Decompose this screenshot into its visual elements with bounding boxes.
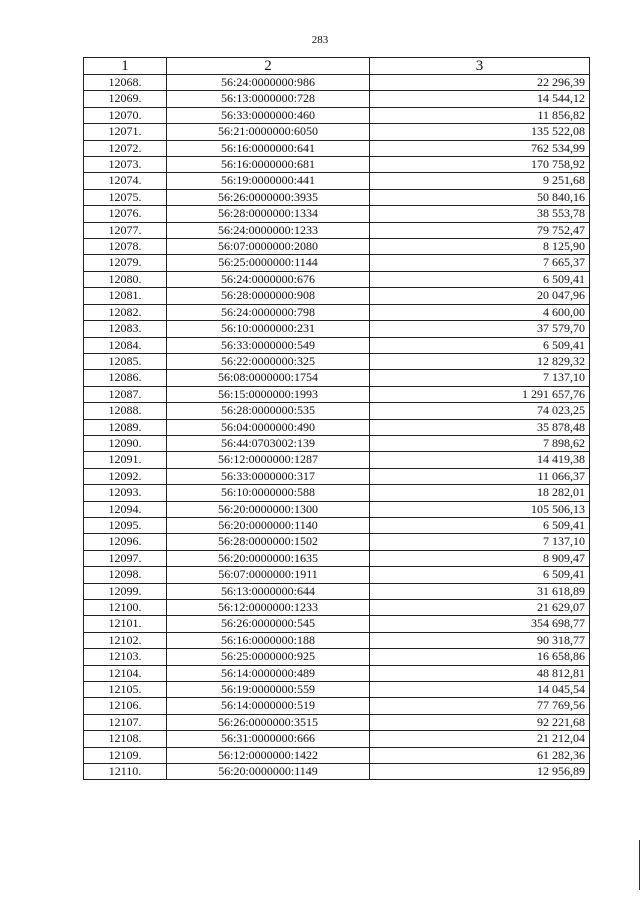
row-number-cell: 12094. <box>84 501 167 517</box>
value-cell: 6 509,41 <box>370 271 590 287</box>
value-cell: 11 066,37 <box>370 468 590 484</box>
cadastral-number-cell: 56:24:0000000:676 <box>167 271 370 287</box>
cadastral-number-cell: 56:25:0000000:925 <box>167 649 370 665</box>
table-row <box>84 321 590 337</box>
value-cell: 7 137,10 <box>370 370 590 386</box>
value-cell: 16 658,86 <box>370 649 590 665</box>
table-row <box>84 632 590 648</box>
table-row <box>84 157 590 173</box>
cadastral-number-cell: 56:07:0000000:2080 <box>167 239 370 255</box>
cadastral-number-cell: 56:24:0000000:798 <box>167 304 370 320</box>
row-number-cell: 12077. <box>84 222 167 238</box>
cadastral-number-cell: 56:16:0000000:681 <box>167 157 370 173</box>
row-number-cell: 12109. <box>84 747 167 763</box>
value-cell: 9 251,68 <box>370 173 590 189</box>
table-row <box>84 75 590 91</box>
table-row <box>84 255 590 271</box>
table-row <box>84 189 590 205</box>
row-number-cell: 12105. <box>84 682 167 698</box>
row-number-cell: 12098. <box>84 567 167 583</box>
cadastral-number-cell: 56:12:0000000:1233 <box>167 600 370 616</box>
cadastral-number-cell: 56:12:0000000:1287 <box>167 452 370 468</box>
cadastral-number-cell: 56:31:0000000:666 <box>167 731 370 747</box>
cadastral-number-cell: 56:26:0000000:545 <box>167 616 370 632</box>
cadastral-number-cell: 56:13:0000000:728 <box>167 91 370 107</box>
table-row <box>84 583 590 599</box>
row-number-cell: 12085. <box>84 353 167 369</box>
column-header-1: 1 <box>84 58 167 75</box>
table-row <box>84 304 590 320</box>
table-row <box>84 91 590 107</box>
value-cell: 74 023,25 <box>370 403 590 419</box>
cadastral-number-cell: 56:19:0000000:559 <box>167 682 370 698</box>
table-row <box>84 173 590 189</box>
value-cell: 38 553,78 <box>370 206 590 222</box>
cadastral-number-cell: 56:28:0000000:535 <box>167 403 370 419</box>
table-row <box>84 764 590 780</box>
cadastral-number-cell: 56:04:0000000:490 <box>167 419 370 435</box>
cadastral-number-cell: 56:20:0000000:1140 <box>167 517 370 533</box>
value-cell: 105 506,13 <box>370 501 590 517</box>
value-cell: 14 419,38 <box>370 452 590 468</box>
row-number-cell: 12075. <box>84 189 167 205</box>
table-row <box>84 501 590 517</box>
cadastral-number-cell: 56:07:0000000:1911 <box>167 567 370 583</box>
row-number-cell: 12103. <box>84 649 167 665</box>
table-row <box>84 649 590 665</box>
table-row <box>84 140 590 156</box>
value-cell: 12 956,89 <box>370 764 590 780</box>
table-row <box>84 550 590 566</box>
value-cell: 14 045,54 <box>370 682 590 698</box>
value-cell: 7 665,37 <box>370 255 590 271</box>
row-number-cell: 12100. <box>84 600 167 616</box>
value-cell: 35 878,48 <box>370 419 590 435</box>
value-cell: 1 291 657,76 <box>370 386 590 402</box>
value-cell: 6 509,41 <box>370 517 590 533</box>
row-number-cell: 12096. <box>84 534 167 550</box>
table-row <box>84 452 590 468</box>
table-row <box>84 403 590 419</box>
row-number-cell: 12089. <box>84 419 167 435</box>
page-number: 283 <box>311 34 329 46</box>
row-number-cell: 12082. <box>84 304 167 320</box>
cadastral-number-cell: 56:28:0000000:908 <box>167 288 370 304</box>
table-row <box>84 370 590 386</box>
table-row <box>84 288 590 304</box>
table-row <box>84 714 590 730</box>
cadastral-number-cell: 56:14:0000000:519 <box>167 698 370 714</box>
value-cell: 14 544,12 <box>370 91 590 107</box>
row-number-cell: 12106. <box>84 698 167 714</box>
cadastral-number-cell: 56:10:0000000:231 <box>167 321 370 337</box>
table-row <box>84 386 590 402</box>
value-cell: 92 221,68 <box>370 714 590 730</box>
row-number-cell: 12074. <box>84 173 167 189</box>
table-row <box>84 600 590 616</box>
value-cell: 21 212,04 <box>370 731 590 747</box>
row-number-cell: 12092. <box>84 468 167 484</box>
table-row <box>84 239 590 255</box>
cadastral-number-cell: 56:19:0000000:441 <box>167 173 370 189</box>
column-header-3: 3 <box>370 58 590 75</box>
value-cell: 12 829,32 <box>370 353 590 369</box>
value-cell: 18 282,01 <box>370 485 590 501</box>
row-number-cell: 12073. <box>84 157 167 173</box>
row-number-cell: 12102. <box>84 632 167 648</box>
row-number-cell: 12088. <box>84 403 167 419</box>
value-cell: 8 909,47 <box>370 550 590 566</box>
table-row <box>84 731 590 747</box>
value-cell: 762 534,99 <box>370 140 590 156</box>
row-number-cell: 12090. <box>84 435 167 451</box>
cadastral-number-cell: 56:16:0000000:188 <box>167 632 370 648</box>
table-row <box>84 435 590 451</box>
cadastral-number-cell: 56:26:0000000:3515 <box>167 714 370 730</box>
value-cell: 77 769,56 <box>370 698 590 714</box>
cadastral-number-cell: 56:28:0000000:1502 <box>167 534 370 550</box>
cadastral-number-cell: 56:33:0000000:549 <box>167 337 370 353</box>
table-row <box>84 271 590 287</box>
table-body <box>84 75 590 780</box>
value-cell: 79 752,47 <box>370 222 590 238</box>
row-number-cell: 12068. <box>84 75 167 91</box>
row-number-cell: 12080. <box>84 271 167 287</box>
row-number-cell: 12083. <box>84 321 167 337</box>
table-row <box>84 665 590 681</box>
row-number-cell: 12091. <box>84 452 167 468</box>
cadastral-number-cell: 56:15:0000000:1993 <box>167 386 370 402</box>
cadastral-number-cell: 56:28:0000000:1334 <box>167 206 370 222</box>
row-number-cell: 12081. <box>84 288 167 304</box>
row-number-cell: 12101. <box>84 616 167 632</box>
row-number-cell: 12071. <box>84 124 167 140</box>
data-table <box>83 57 590 780</box>
row-number-cell: 12107. <box>84 714 167 730</box>
value-cell: 6 509,41 <box>370 567 590 583</box>
cadastral-number-cell: 56:24:0000000:1233 <box>167 222 370 238</box>
cadastral-number-cell: 56:16:0000000:641 <box>167 140 370 156</box>
row-number-cell: 12093. <box>84 485 167 501</box>
column-header-2: 2 <box>167 58 370 75</box>
table-row <box>84 485 590 501</box>
row-number-cell: 12078. <box>84 239 167 255</box>
value-cell: 61 282,36 <box>370 747 590 763</box>
row-number-cell: 12070. <box>84 107 167 123</box>
cadastral-number-cell: 56:13:0000000:644 <box>167 583 370 599</box>
cadastral-number-cell: 56:24:0000000:986 <box>167 75 370 91</box>
value-cell: 90 318,77 <box>370 632 590 648</box>
table-header <box>84 58 590 75</box>
table-row <box>84 698 590 714</box>
value-cell: 48 812,81 <box>370 665 590 681</box>
value-cell: 31 618,89 <box>370 583 590 599</box>
row-number-cell: 12084. <box>84 337 167 353</box>
cadastral-number-cell: 56:12:0000000:1422 <box>167 747 370 763</box>
table-row <box>84 337 590 353</box>
value-cell: 21 629,07 <box>370 600 590 616</box>
table-row <box>84 353 590 369</box>
table-row <box>84 124 590 140</box>
table-row <box>84 222 590 238</box>
row-number-cell: 12072. <box>84 140 167 156</box>
header-row <box>84 58 590 75</box>
row-number-cell: 12099. <box>84 583 167 599</box>
row-number-cell: 12076. <box>84 206 167 222</box>
cadastral-number-cell: 56:20:0000000:1149 <box>167 764 370 780</box>
cadastral-number-cell: 56:25:0000000:1144 <box>167 255 370 271</box>
cadastral-number-cell: 56:08:0000000:1754 <box>167 370 370 386</box>
row-number-cell: 12087. <box>84 386 167 402</box>
value-cell: 170 758,92 <box>370 157 590 173</box>
value-cell: 7 137,10 <box>370 534 590 550</box>
value-cell: 11 856,82 <box>370 107 590 123</box>
table-row <box>84 534 590 550</box>
table-row <box>84 419 590 435</box>
cadastral-number-cell: 56:44:0703002:139 <box>167 435 370 451</box>
value-cell: 354 698,77 <box>370 616 590 632</box>
value-cell: 8 125,90 <box>370 239 590 255</box>
row-number-cell: 12086. <box>84 370 167 386</box>
value-cell: 37 579,70 <box>370 321 590 337</box>
row-number-cell: 12110. <box>84 764 167 780</box>
cadastral-number-cell: 56:14:0000000:489 <box>167 665 370 681</box>
cadastral-number-cell: 56:26:0000000:3935 <box>167 189 370 205</box>
table-row <box>84 517 590 533</box>
row-number-cell: 12095. <box>84 517 167 533</box>
table-row <box>84 567 590 583</box>
value-cell: 50 840,16 <box>370 189 590 205</box>
row-number-cell: 12097. <box>84 550 167 566</box>
table-row <box>84 747 590 763</box>
value-cell: 7 898,62 <box>370 435 590 451</box>
row-number-cell: 12104. <box>84 665 167 681</box>
table-row <box>84 468 590 484</box>
value-cell: 135 522,08 <box>370 124 590 140</box>
table-row <box>84 682 590 698</box>
row-number-cell: 12108. <box>84 731 167 747</box>
cadastral-number-cell: 56:20:0000000:1300 <box>167 501 370 517</box>
value-cell: 22 296,39 <box>370 75 590 91</box>
cadastral-number-cell: 56:21:0000000:6050 <box>167 124 370 140</box>
table-row <box>84 206 590 222</box>
value-cell: 4 600,00 <box>370 304 590 320</box>
cadastral-number-cell: 56:20:0000000:1635 <box>167 550 370 566</box>
row-number-cell: 12079. <box>84 255 167 271</box>
cadastral-number-cell: 56:10:0000000:588 <box>167 485 370 501</box>
row-number-cell: 12069. <box>84 91 167 107</box>
cadastral-number-cell: 56:33:0000000:460 <box>167 107 370 123</box>
value-cell: 20 047,96 <box>370 288 590 304</box>
table-row <box>84 107 590 123</box>
cadastral-number-cell: 56:33:0000000:317 <box>167 468 370 484</box>
data-table-container <box>83 57 589 780</box>
cadastral-number-cell: 56:22:0000000:325 <box>167 353 370 369</box>
table-row <box>84 616 590 632</box>
value-cell: 6 509,41 <box>370 337 590 353</box>
